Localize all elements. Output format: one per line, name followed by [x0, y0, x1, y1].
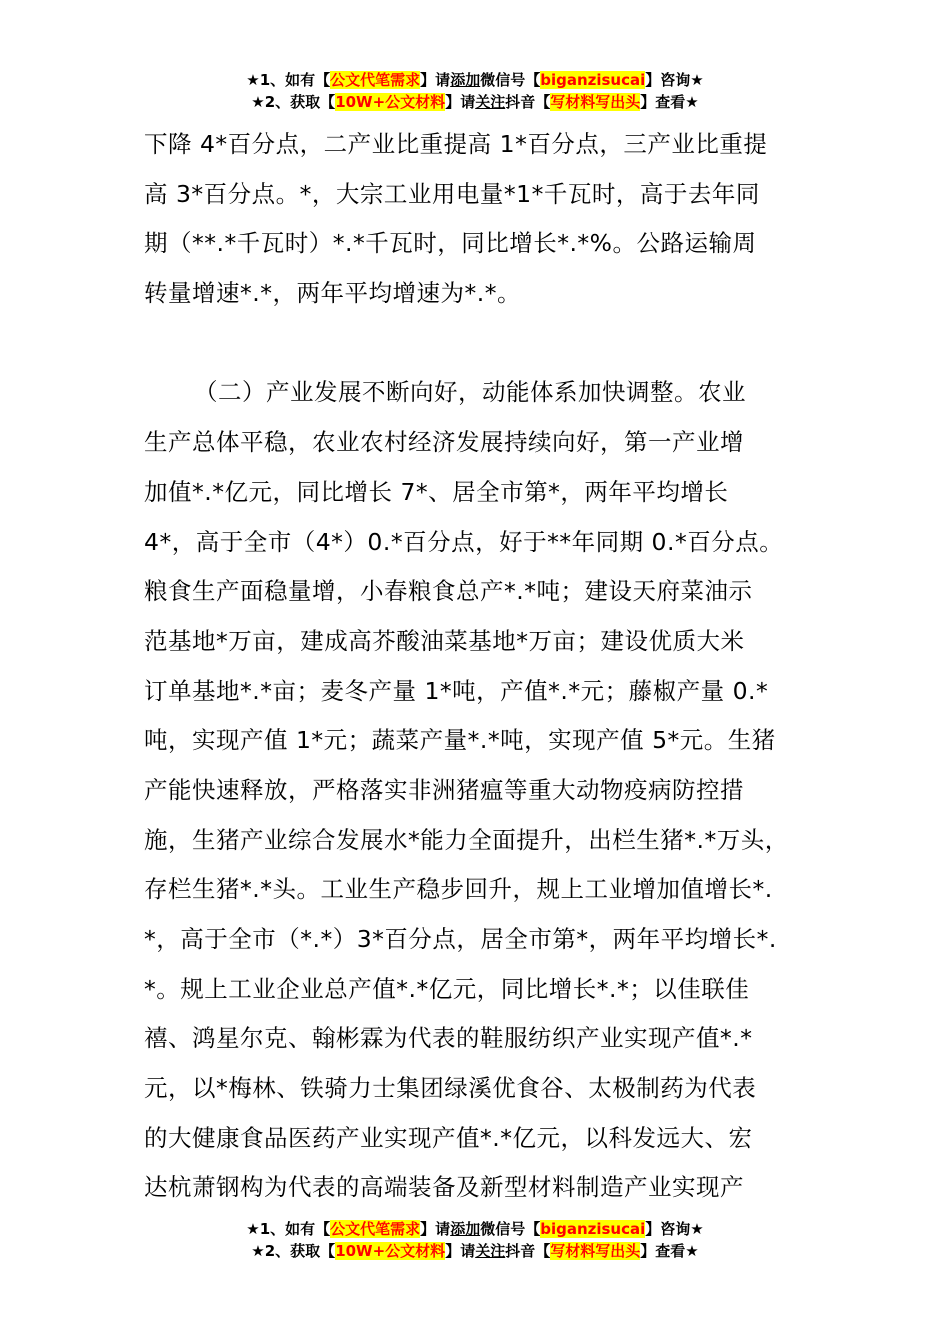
banner-text: ★1、如有【: [246, 71, 331, 89]
banner-text: 】请: [445, 93, 476, 111]
paragraph-1: [144, 120, 834, 319]
text-line: 订单基地*.*亩；麦冬产量 1*吨，产值*.*元；藤椒产量 0.*: [144, 676, 769, 705]
highlight-ghostwriting: 公文代笔需求: [330, 71, 421, 89]
banner-text: ★2、获取【: [251, 1242, 336, 1260]
banner-text: 微信号【: [480, 1220, 541, 1238]
banner-text: 】请: [445, 1242, 476, 1260]
text-line: 禧、鸿星尔克、翰彬霖为代表的鞋服纺织产业实现产值*.*: [144, 1024, 753, 1053]
highlight-wechat-id: biganzisucai: [540, 1220, 646, 1238]
banner-line-2: [0, 91, 950, 113]
banner-text: 微信号【: [480, 71, 541, 89]
text-line: 元，以*梅林、铁骑力士集团绿溪优食谷、太极制药为代表: [144, 1074, 757, 1103]
text-line: 4*，高于全市（4*）0.*百分点，好于**年同期 0.*百分点。: [144, 527, 784, 556]
text-line: 的大健康食品医药产业实现产值*.*亿元，以科发远大、宏: [144, 1123, 753, 1152]
highlight-douyin-account: 写材料写出头: [550, 1242, 641, 1260]
banner-text: 】请: [420, 71, 451, 89]
banner-text: 抖音【: [505, 93, 551, 111]
highlight-materials: 10W+公文材料: [335, 93, 446, 111]
text-line: 转量增速*.*，两年平均增速为*.*。: [144, 279, 521, 308]
banner-line-2: [0, 1240, 950, 1262]
text-line: 生产总体平稳，农业农村经济发展持续向好，第一产业增: [144, 428, 744, 457]
banner-text: ★1、如有【: [246, 1220, 331, 1238]
paragraph-spacer: [144, 319, 834, 369]
text-line: *，高于全市（*.*）3*百分点，居全市第*，两年平均增长*.: [144, 925, 777, 953]
paragraph-2: [144, 368, 834, 1213]
banner-text: 抖音【: [505, 1242, 551, 1260]
banner-text: 】请: [420, 1220, 451, 1238]
banner-text: 】咨询★: [645, 71, 704, 89]
highlight-ghostwriting: 公文代笔需求: [330, 1220, 421, 1238]
banner-text: 】咨询★: [645, 1220, 704, 1238]
text-line: 达杭萧钢构为代表的高端装备及新型材料制造产业实现产: [144, 1173, 744, 1202]
banner-line-1: [0, 69, 950, 91]
text-line: 高 3*百分点。*，大宗工业用电量*1*千瓦时，高于去年同: [144, 179, 760, 208]
highlight-wechat-id: biganzisucai: [540, 71, 646, 89]
header-banner: [0, 69, 950, 113]
banner-text: ★2、获取【: [251, 93, 336, 111]
banner-text: 】查看★: [640, 93, 699, 111]
underline-add: 添加: [450, 1220, 481, 1238]
highlight-materials: 10W+公文材料: [335, 1242, 446, 1260]
text-line: *。规上工业企业总产值*.*亿元，同比增长*.*；以佳联佳: [144, 974, 750, 1003]
text-line: （二）产业发展不断向好，动能体系加快调整。农业: [194, 378, 746, 407]
text-line: 范基地*万亩，建成高芥酸油菜基地*万亩；建设优质大米: [144, 626, 745, 655]
underline-follow: 关注: [475, 1242, 506, 1260]
banner-text: 】查看★: [640, 1242, 699, 1260]
text-line: 存栏生猪*.*头。工业生产稳步回升，规上工业增加值增长*.: [144, 875, 773, 904]
text-line: 下降 4*百分点，二产业比重提高 1*百分点，三产业比重提: [144, 130, 768, 158]
highlight-douyin-account: 写材料写出头: [550, 93, 641, 111]
document-body: [144, 120, 834, 1213]
underline-add: 添加: [450, 71, 481, 89]
banner-line-1: [0, 1218, 950, 1240]
underline-follow: 关注: [475, 93, 506, 111]
text-line: 吨，实现产值 1*元；蔬菜产量*.*吨，实现产值 5*元。生猪: [144, 726, 776, 755]
footer-banner: [0, 1218, 950, 1262]
text-line: 加值*.*亿元，同比增长 7*、居全市第*，两年平均增长: [144, 477, 729, 506]
text-line: 粮食生产面稳量增，小春粮食总产*.*吨；建设天府菜油示: [144, 577, 753, 606]
text-line: 产能快速释放，严格落实非洲猪瘟等重大动物疫病防控措: [144, 775, 744, 804]
text-line: 施，生猪产业综合发展水*能力全面提升，出栏生猪*.*万头，: [144, 825, 789, 854]
text-line: 期（**.*千瓦时）*.*千瓦时，同比增长*.*%。公路运输周: [144, 229, 757, 258]
